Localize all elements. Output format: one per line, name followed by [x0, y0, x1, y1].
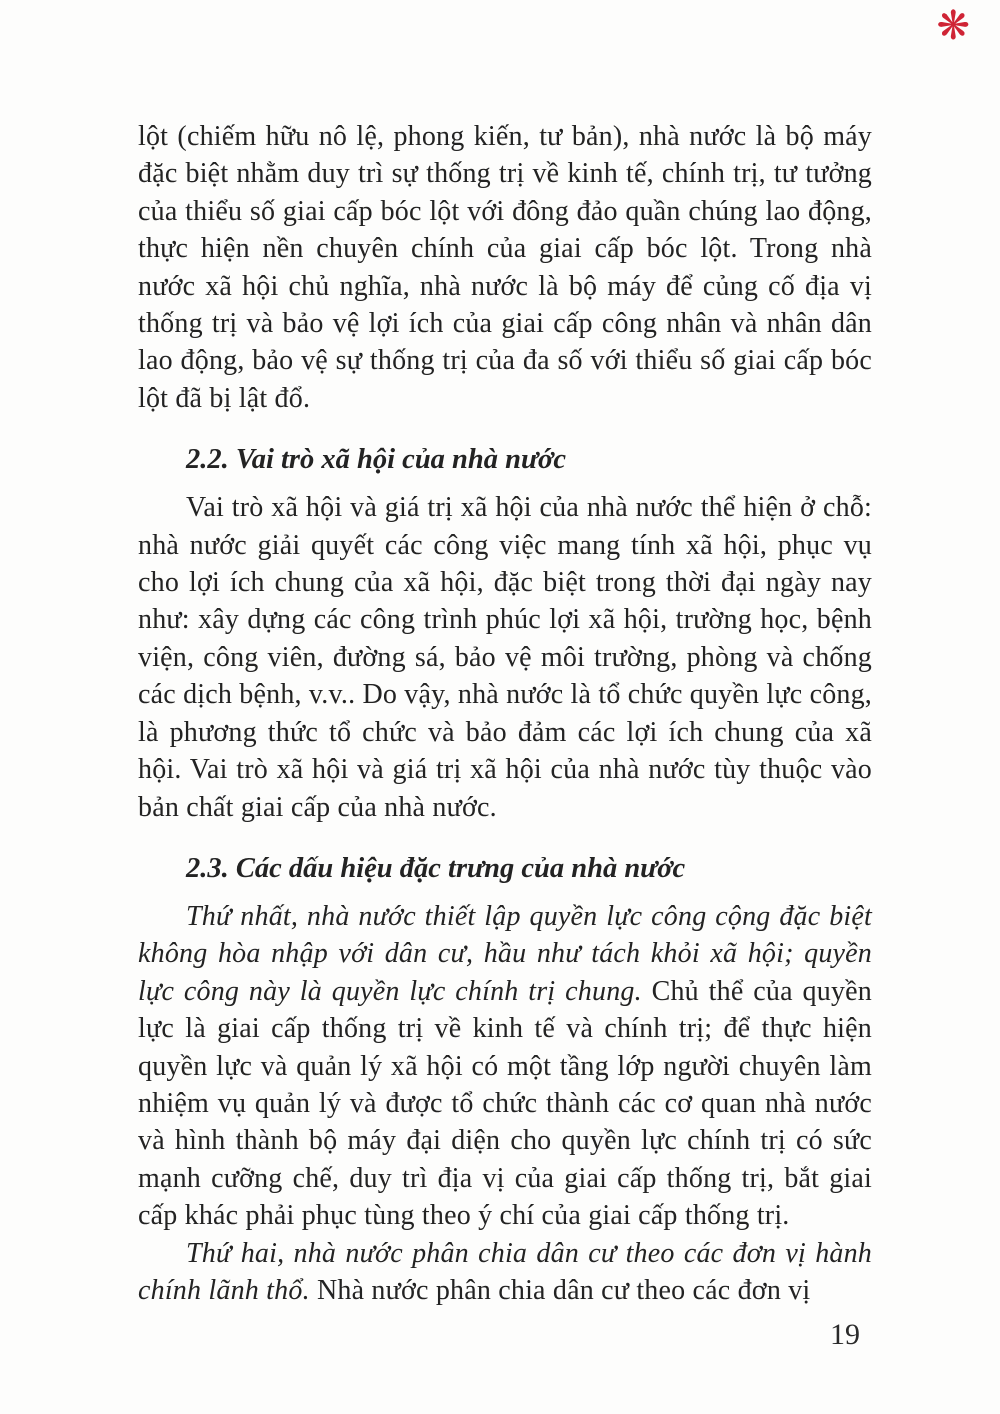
flower-ornament-icon: ❋	[936, 3, 970, 48]
paragraph-exploiting-state: lột (chiếm hữu nô lệ, phong kiến, tư bản), nhà nước là bộ máy đặc biệt nhằm duy trì sự thống trị về kinh tế, chính trị, tư tưởng của thiểu số giai cấp bóc lột với đông đảo quần chúng lao động, thực hiện nền chuyên chính của giai cấp bóc lột. Trong nhà nước xã hội chủ nghĩa, nhà nước là bộ máy để củng cố địa vị thống trị và bảo vệ lợi ích của giai cấp công nhân và nhân dân lao động, bảo vệ sự thống trị của đa số với thiểu số giai cấp bóc lột đã bị lật đổ.	[138, 121, 872, 414]
paragraph-social-role: Vai trò xã hội và giá trị xã hội của nhà nước thể hiện ở chỗ: nhà nước giải quyết các công việc mang tính xã hội, phục vụ cho lợi ích chung của xã hội, đặc biệt trong thời đại ngày nay như: xây dựng các công trình phúc lợi xã hội, trường học, bệnh viện, công viên, đường sá, bảo vệ môi trường, phòng và chống các dịch bệnh, v.v.. Do vậy, nhà nước là tổ chức quyền lực công, là phương thức tổ chức và bảo đảm các lợi ích chung của xã hội. Vai trò xã hội và giá trị xã hội của nhà nước tùy thuộc vào bản chất giai cấp của nhà nước.	[138, 492, 873, 823]
section-heading-2-3: 2.3. Các dấu hiệu đặc trưng của nhà nước	[186, 852, 686, 884]
page-content	[138, 118, 872, 1309]
section-heading-2-2: 2.2. Vai trò xã hội của nhà nước	[186, 444, 566, 476]
first-characteristic-lead-italic: Thứ nhất, nhà nước thiết lập quyền lực công cộng đặc biệt không hòa nhập với dân cư, hầu như tách khỏi xã hội; quyền lực công này là quyền lực chính trị chung.	[138, 900, 872, 1007]
paragraph-first-characteristic	[138, 898, 872, 1235]
paragraph-second-characteristic	[138, 1235, 872, 1310]
second-characteristic-body: Nhà nước phân chia dân cư theo các đơn vị	[309, 1274, 811, 1306]
second-characteristic-lead-italic: Thứ hai, nhà nước phân chia dân cư theo các đơn vị hành chính lãnh thổ.	[138, 1237, 872, 1306]
page-number: 19	[830, 1318, 860, 1351]
first-characteristic-body: Chủ thể của quyền lực là giai cấp thống trị về kinh tế và chính trị; để thực hiện quyền lực và quản lý xã hội có một tầng lớp người chuyên làm nhiệm vụ quản lý và được tổ chức thành các cơ quan nhà nước và hình thành bộ máy đại diện cho quyền lực chính trị có sức mạnh cưỡng chế, duy trì địa vị của giai cấp thống trị, bắt giai cấp khác phải phục tùng theo ý chí của giai cấp thống trị.	[138, 975, 872, 1232]
